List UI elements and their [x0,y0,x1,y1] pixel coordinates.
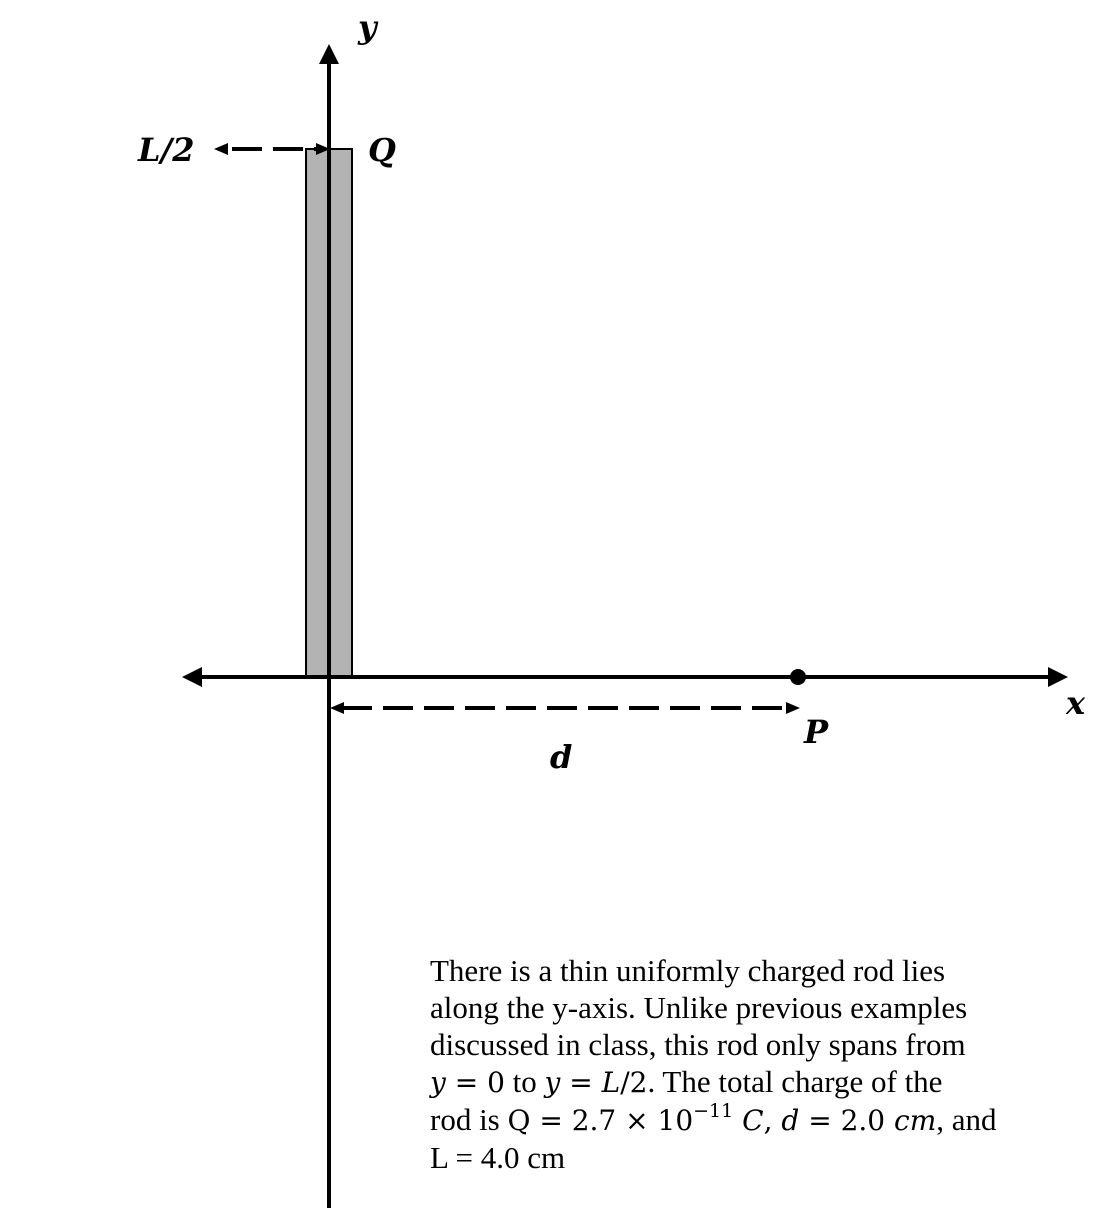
distance-label: d [550,738,573,776]
point-p-label: P [804,713,829,751]
y-axis-label: y [358,8,377,46]
distance-arrowhead-right [786,702,800,714]
y-axis-arrowhead [319,44,339,64]
point-p-marker [790,669,806,685]
charge-label: Q [368,131,396,169]
x-axis-arrowhead-left [182,667,202,687]
problem-line-6: L = 4.0 cm [430,1140,566,1175]
problem-line-4: y = 0 to y = L/2. The total charge of the [430,1064,943,1099]
half-length-arrowhead-left [214,143,228,155]
problem-line-5: rod is $Q = 2.7 \times 10^{-11}$ C, d = 2.0 cm, and [430,1100,997,1137]
problem-line-3: discussed in class, this rod only spans from [430,1027,966,1062]
half-length-label: L/2 [138,131,195,169]
problem-line-1: There is a thin uniformly charged rod lies [430,953,946,988]
x-axis-label: x [1066,684,1086,722]
problem-line-2: along the y-axis. Unlike previous examples [430,990,968,1025]
problem-statement [430,952,1090,1176]
x-axis-arrowhead-right [1048,667,1068,687]
distance-arrowhead-left [330,702,344,714]
